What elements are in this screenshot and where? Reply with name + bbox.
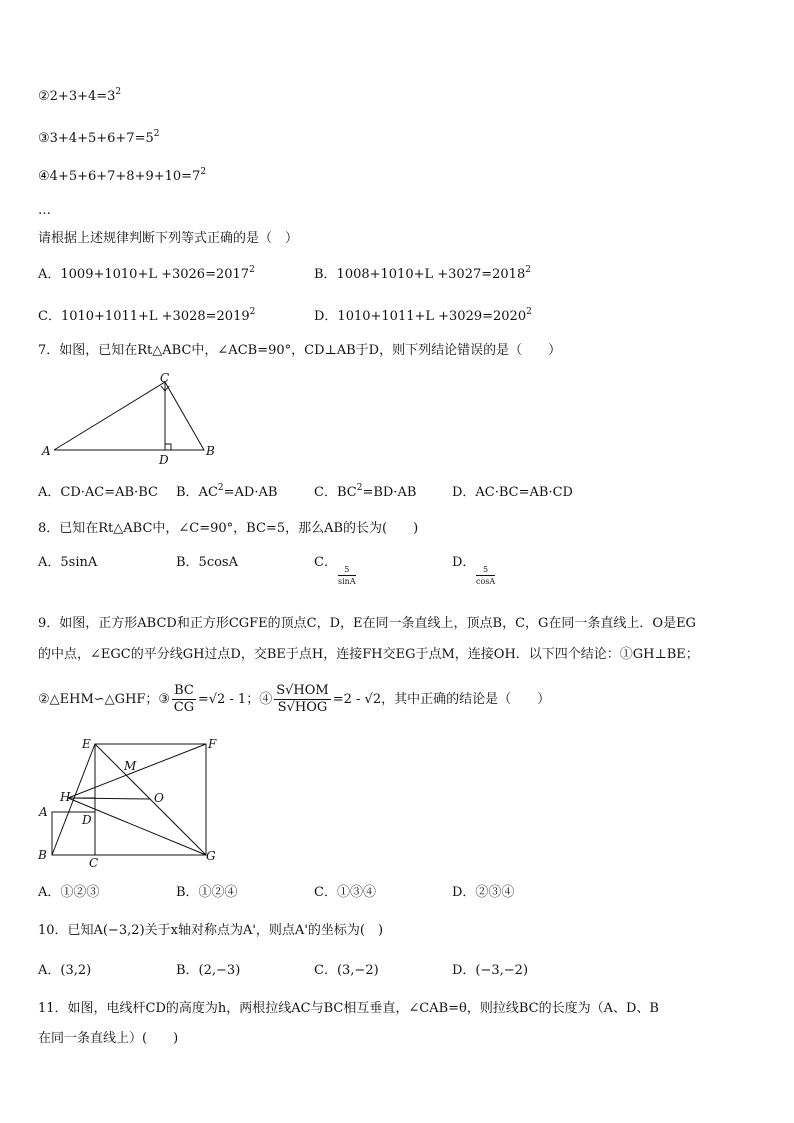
q9-label-o: O — [154, 791, 164, 805]
q6-option-a: A．$1009+1010+L +3026=2017^2$ — [38, 265, 255, 282]
q9-label-c: C — [89, 856, 99, 870]
q8-option-d-fraction: $\frac{5}{\cos A}$ — [476, 565, 496, 586]
q7-option-a: A．CD·AC=AB·BC — [38, 485, 158, 500]
q9-label-b: B — [38, 848, 47, 862]
pattern-line-3: $③3+4+5+6+7=5^2$ — [38, 129, 160, 146]
q6-prompt: 请根据上述规律判断下列等式正确的是（ ） — [38, 231, 299, 246]
q7-option-b: B．$AC^2=AD\cdot AB$ — [176, 483, 278, 500]
q9-option-d: D．②③④ — [452, 885, 515, 900]
q10-option-d: D．(−3,−2) — [452, 963, 529, 978]
q11-line-2: 在同一条直线上）( ) — [38, 1031, 179, 1046]
q8-stem: 8．已知在Rt△ABC中，∠C=90°，BC=5，那么AB的长为( ) — [38, 521, 419, 536]
q6-option-b: B．$1008+1010+L +3027=2018^2$ — [314, 265, 531, 282]
pattern-line-2: $②2+3+4=3^2$ — [38, 87, 122, 104]
pattern-ellipsis: … — [38, 203, 51, 218]
q11-line-1: 11．如图，电线杆CD的高度为h，两根拉线AC与BC相互垂直，∠CAB=θ，则拉线BC的长度为（A、D、B — [38, 1001, 659, 1016]
q9-option-b: B．①②④ — [176, 885, 238, 900]
q9-label-e: E — [82, 737, 91, 751]
q9-label-f: F — [208, 737, 217, 751]
q7-label-a: A — [42, 444, 51, 458]
q9-label-h: H — [60, 790, 71, 804]
q9-label-m: M — [124, 759, 137, 773]
q9-line-1: 9．如图，正方形ABCD和正方形CGFE的顶点C，D，E在同一条直线上，顶点B，C，G在同一条直线上．O是EG — [38, 616, 696, 631]
q7-option-d: D．AC·BC=AB·CD — [452, 485, 573, 500]
q9-label-g: G — [206, 849, 216, 863]
q6-option-c: C．$1010+1011+L +3028=2019^2$ — [38, 307, 256, 324]
q9-line-2: 的中点，∠EGC的平分线GH过点D，交BE于点H，连接FH交EG于点M，连接OH．以下四个结论：①GH⊥BE； — [38, 647, 699, 662]
q9-option-a: A．①②③ — [38, 885, 100, 900]
q9-squares-figure — [30, 734, 230, 870]
q10-option-c: C．(3,−2) — [314, 963, 379, 978]
q8-option-a: A．5sinA — [38, 555, 98, 570]
q10-stem: 10．已知A(−3,2)关于x轴对称点为A'，则点A'的坐标为( ) — [38, 923, 384, 938]
q9-label-a: A — [39, 805, 48, 819]
q9-label-d: D — [82, 813, 92, 827]
q7-label-b: B — [206, 444, 215, 458]
q8-option-d: D． — [452, 555, 476, 570]
q9-option-c: C．①③④ — [314, 885, 376, 900]
q8-option-b: B．5cosA — [176, 555, 238, 570]
q7-label-c: C — [160, 371, 170, 385]
pattern-line-4: $④4+5+6+7+8+9+10=7^2$ — [38, 167, 207, 184]
q7-label-d: D — [159, 453, 169, 467]
q9-line-3: ②△EHM∽△GHF；③ $\frac{BC}{CG}$ =√2 - 1；④ $\frac{\text{S√HOM}}{\text{S√HOG}}$ =2 - √2，其中正确的结论是（ ） — [38, 683, 551, 715]
q8-option-c: C． — [314, 555, 337, 570]
q7-option-c: C．$BC^2=BD\cdot AB$ — [314, 483, 417, 500]
q7-triangle-figure — [38, 370, 228, 468]
q8-option-c-fraction: $\frac{5}{\sin A}$ — [338, 565, 356, 586]
q10-option-a: A．(3,2) — [38, 963, 92, 978]
q6-option-d: D．$1010+1011+L +3029=2020^2$ — [314, 307, 532, 324]
q10-option-b: B．(2,−3) — [176, 963, 241, 978]
q7-stem: 7．如图，已知在Rt△ABC中，∠ACB=90°，CD⊥AB于D，则下列结论错误的是（ ） — [38, 343, 562, 358]
